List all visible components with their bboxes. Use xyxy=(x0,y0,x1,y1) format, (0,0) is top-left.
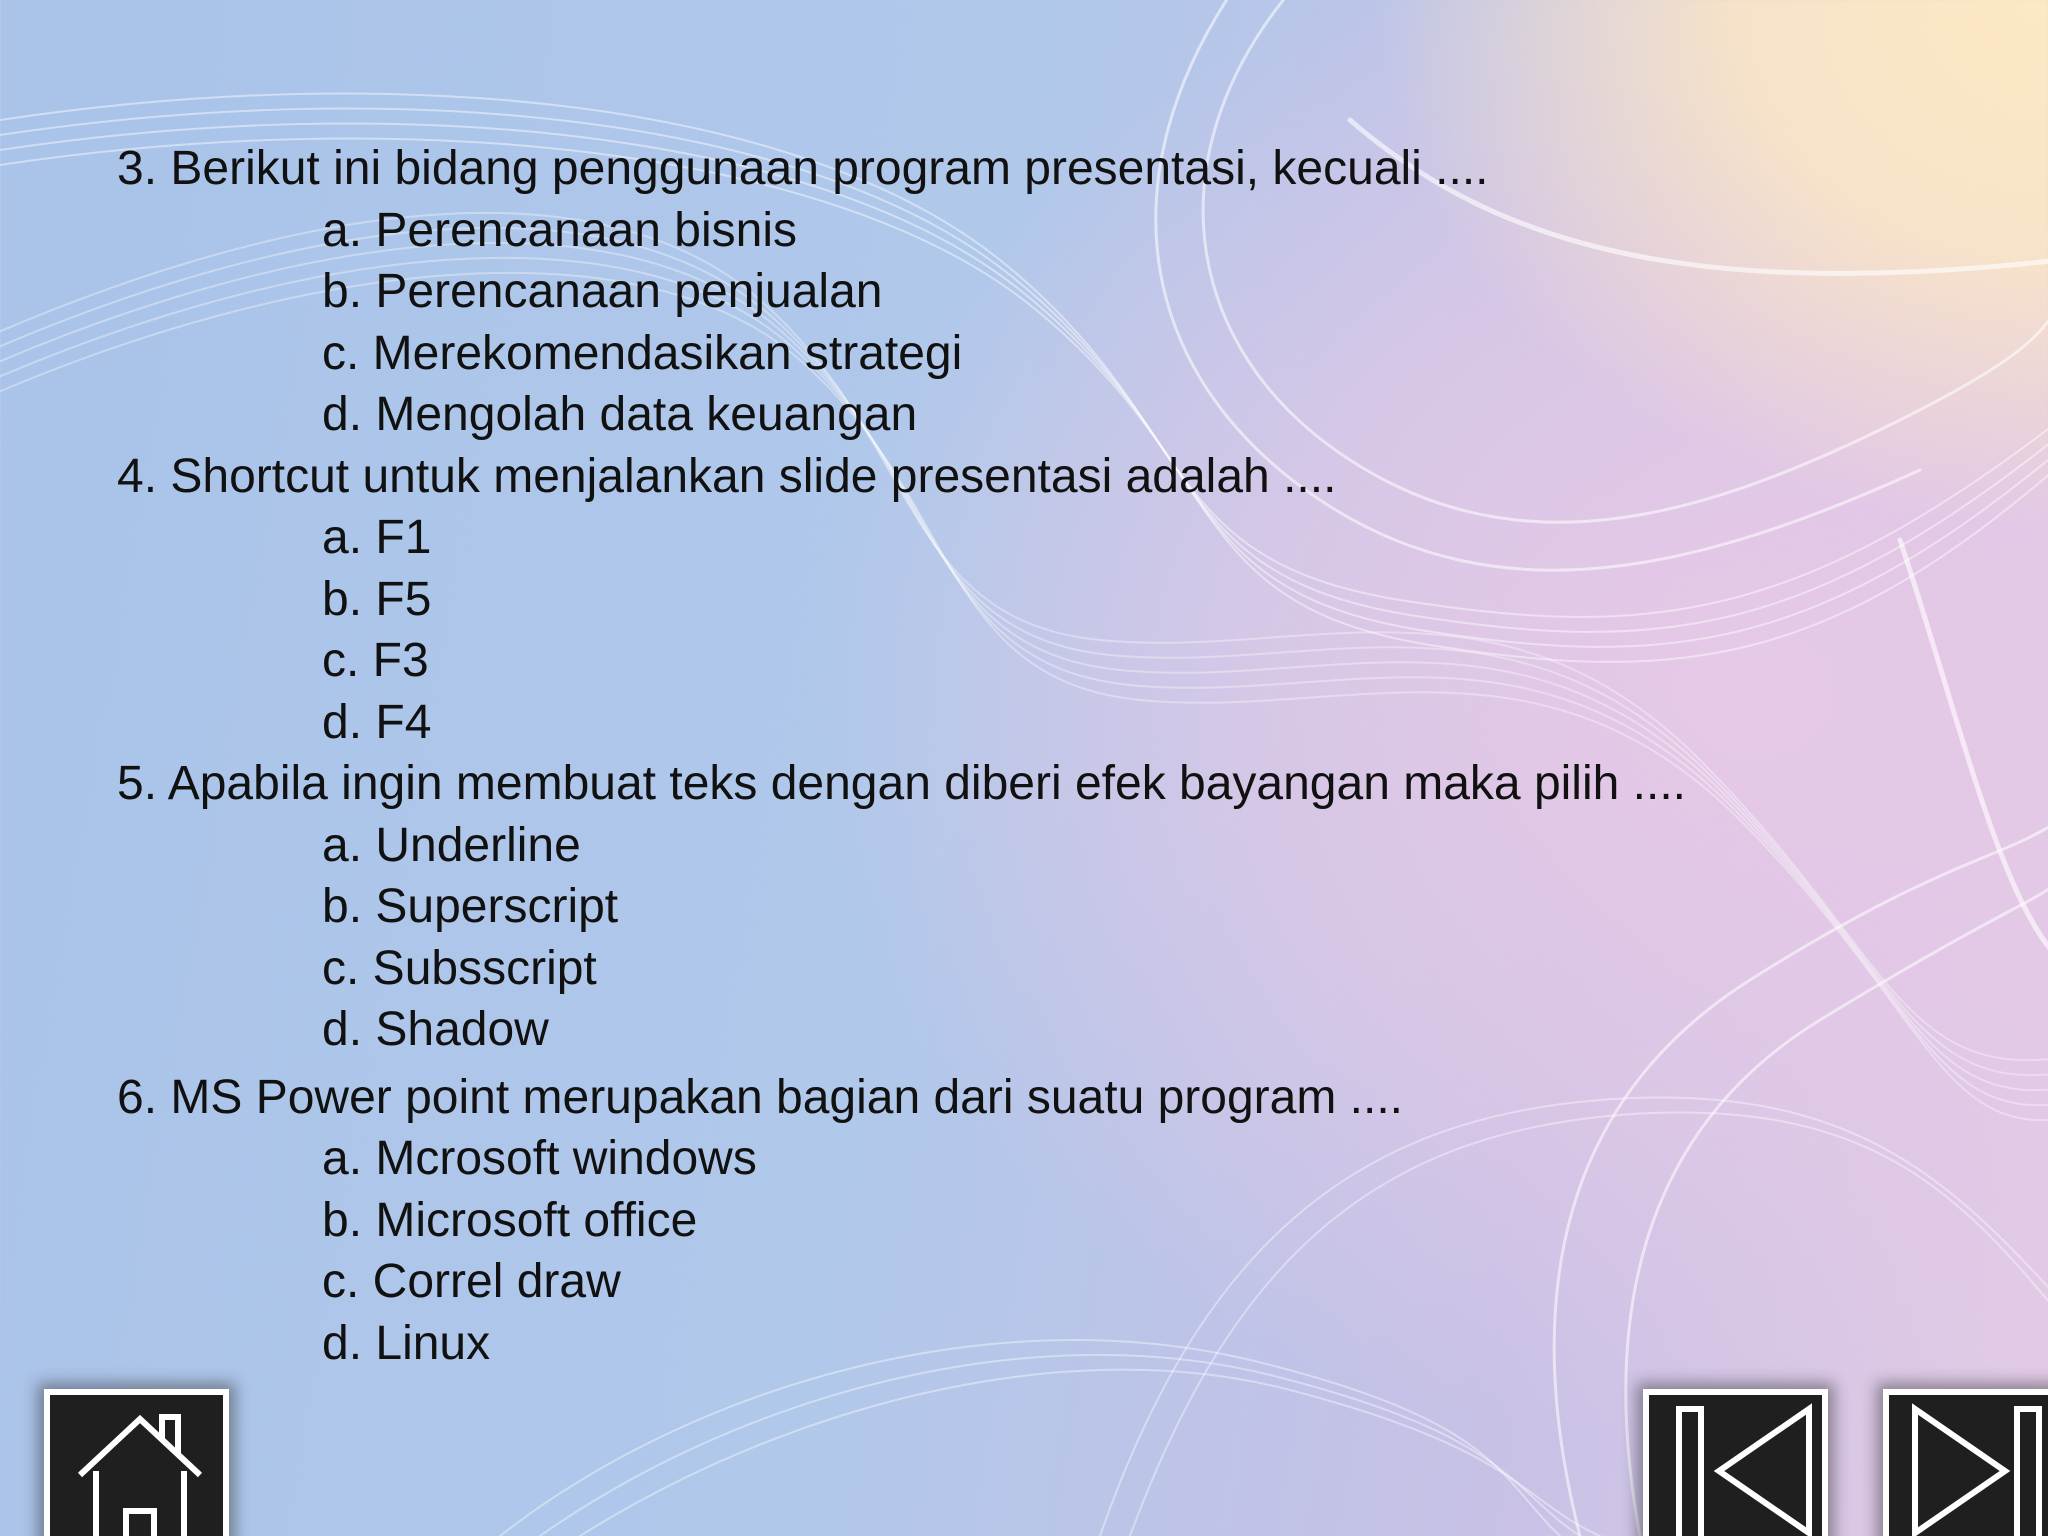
answer-option: c. Correl draw xyxy=(322,1255,621,1308)
answer-option: c. Subsscript xyxy=(322,941,597,995)
answer-option: a. Perencanaan bisnis xyxy=(322,203,797,257)
answer-option: a. Underline xyxy=(322,818,581,872)
question-block xyxy=(117,753,1997,1061)
skip-forward-icon xyxy=(1889,1395,2048,1536)
next-slide-button[interactable] xyxy=(1883,1389,2048,1536)
home-icon xyxy=(50,1395,223,1536)
home-button[interactable] xyxy=(44,1389,229,1536)
question-text: 5. Apabila ingin membuat teks dengan diberi efek bayangan maka pilih .... xyxy=(117,757,1686,810)
question-text: 3. Berikut ini bidang penggunaan program presentasi, kecuali .... xyxy=(117,142,1489,195)
previous-slide-button[interactable] xyxy=(1643,1389,1828,1536)
question-block xyxy=(117,1067,1997,1375)
answer-option: d. F4 xyxy=(322,695,432,749)
answer-option: a. Mcrosoft windows xyxy=(322,1132,757,1185)
answer-option: b. Microsoft office xyxy=(322,1193,698,1247)
answer-option: d. Mengolah data keuangan xyxy=(322,388,918,441)
answer-option: d. Shadow xyxy=(322,1003,549,1056)
skip-back-icon xyxy=(1649,1395,1822,1536)
question-text: 4. Shortcut untuk menjalankan slide presentasi adalah .... xyxy=(117,449,1337,503)
answer-option: c. Merekomendasikan strategi xyxy=(322,326,963,380)
question-block xyxy=(117,138,1997,446)
question-block xyxy=(117,446,1997,754)
answer-option: b. F5 xyxy=(322,572,432,626)
answer-option: c. F3 xyxy=(322,634,429,687)
answer-option: b. Superscript xyxy=(322,880,619,933)
answer-option: a. F1 xyxy=(322,511,432,564)
quiz-content xyxy=(117,138,1997,1374)
question-text: 6. MS Power point merupakan bagian dari suatu program .... xyxy=(117,1070,1404,1124)
answer-option: b. Perencanaan penjualan xyxy=(322,265,883,318)
answer-option: d. Linux xyxy=(322,1316,491,1370)
